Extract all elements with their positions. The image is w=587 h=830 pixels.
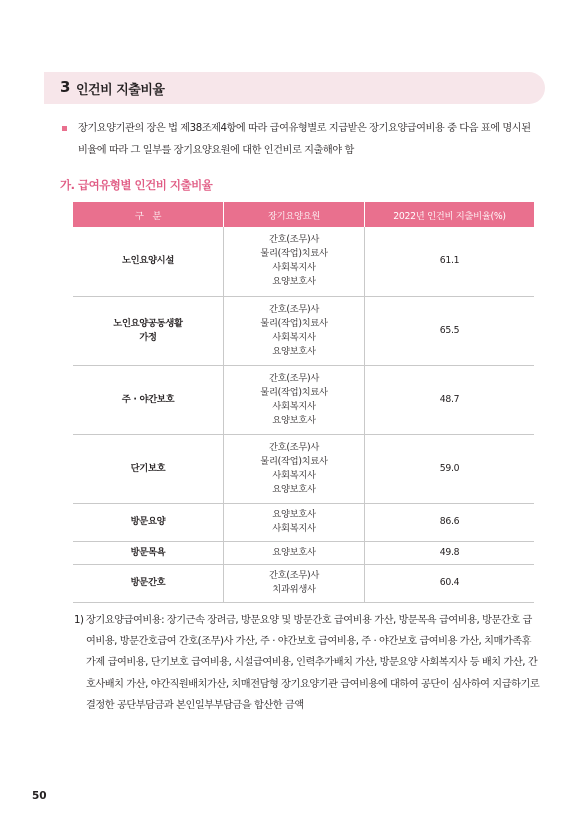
staff-item: 간호(조무)사: [268, 234, 320, 246]
row-staff: [224, 434, 365, 503]
row-staff: [224, 365, 365, 434]
table-header-row: [73, 202, 534, 227]
table-row: [73, 503, 534, 541]
header-category: 구 분: [73, 202, 224, 227]
staff-item: 요양보호사: [272, 546, 316, 558]
rate-table: [73, 202, 534, 603]
row-rate: 49.8: [365, 541, 535, 564]
table-row: [73, 365, 534, 434]
row-rate: 65.5: [365, 296, 535, 365]
footnote-number: 1): [74, 615, 84, 626]
staff-item: 물리(작업)치료사: [260, 386, 328, 398]
intro-text: 장기요양기관의 장은 법 제38조제4항에 따라 급여유형별로 지급받은 장기요양급여비용 중 다음 표에 명시된 비율에 따라 그 일부를 장기요양요원에 대한 인건비로 지출해야 함: [78, 123, 531, 156]
table-row: [73, 564, 534, 602]
staff-item: 사회복지사: [272, 523, 316, 534]
table-body: [73, 227, 534, 602]
staff-item: 간호(조무)사: [268, 303, 320, 315]
row-rate: 86.6: [365, 503, 535, 541]
page-number: 50: [32, 790, 47, 802]
row-staff: [224, 564, 365, 602]
row-category: 방문요양: [73, 503, 224, 541]
table-row: [73, 227, 534, 296]
staff-item: 물리(작업)치료사: [260, 455, 328, 467]
subheading: 가. 급여유형별 인건비 지출비율: [60, 178, 213, 192]
section-number: 3: [60, 78, 71, 96]
section-title: 인건비 지출비율: [76, 83, 165, 98]
staff-item: 물리(작업)치료사: [260, 317, 328, 329]
staff-item: 간호(조무)사: [268, 372, 320, 384]
staff-item: 사회복지사: [272, 469, 316, 481]
staff-item: 간호(조무)사: [268, 441, 320, 453]
staff-item: 간호(조무)사: [268, 570, 320, 581]
staff-item: 물리(작업)치료사: [260, 248, 328, 260]
intro-paragraph: [62, 118, 542, 162]
row-rate: 60.4: [365, 564, 535, 602]
staff-item: 요양보호사: [272, 509, 316, 520]
table-row: [73, 296, 534, 365]
row-staff: [224, 503, 365, 541]
square-bullet-icon: [62, 126, 67, 131]
row-staff: [224, 541, 365, 564]
row-category: 노인요양시설: [73, 227, 224, 296]
section-header: [44, 72, 545, 104]
row-category: 주 · 야간보호: [73, 365, 224, 434]
staff-item: 사회복지사: [272, 262, 316, 274]
row-category: 방문목욕: [73, 541, 224, 564]
row-category: 노인요양공동생활 가정: [73, 296, 224, 365]
row-rate: 48.7: [365, 365, 535, 434]
row-staff: [224, 296, 365, 365]
row-category: 방문간호: [73, 564, 224, 602]
staff-item: 요양보호사: [272, 345, 316, 357]
staff-item: 사회복지사: [272, 331, 316, 343]
staff-item: 치과위생사: [272, 584, 316, 595]
staff-item: 요양보호사: [272, 483, 316, 495]
row-rate: 59.0: [365, 434, 535, 503]
staff-item: 요양보호사: [272, 414, 316, 426]
staff-item: 요양보호사: [272, 276, 316, 288]
table-row: [73, 434, 534, 503]
table-row: [73, 541, 534, 564]
header-staff: 장기요양요원: [224, 202, 365, 227]
row-staff: [224, 227, 365, 296]
row-category: 단기보호: [73, 434, 224, 503]
staff-item: 사회복지사: [272, 400, 316, 412]
row-rate: 61.1: [365, 227, 535, 296]
footnote-text: 장기요양급여비용: 장기근속 장려금, 방문요양 및 방문간호 급여비용 가산, 방문목욕 급여비용, 방문간호 급여비용, 방문간호급여 간호(조무)사 가산, 주 · 야간보호 급여비용, 주 · 야간보호 급여비용 가산, 치매가족휴가제 급여비용, 단기보호 급여비용, 시설급여비용, 인력추가배치 가산, 방문요양 사회복지사 등 배치 가산, 간호사배치 가산, 야간직원배치가산, 치매전담형 장기요양기관 급여비용에 대하여 공단이 심사하여 지급하기로 결정한 공단부담금과 본인일부부담금을 합산한 금액: [86, 615, 540, 711]
footnote: [74, 610, 540, 716]
header-rate: 2022년 인건비 지출비율(%): [365, 202, 535, 227]
